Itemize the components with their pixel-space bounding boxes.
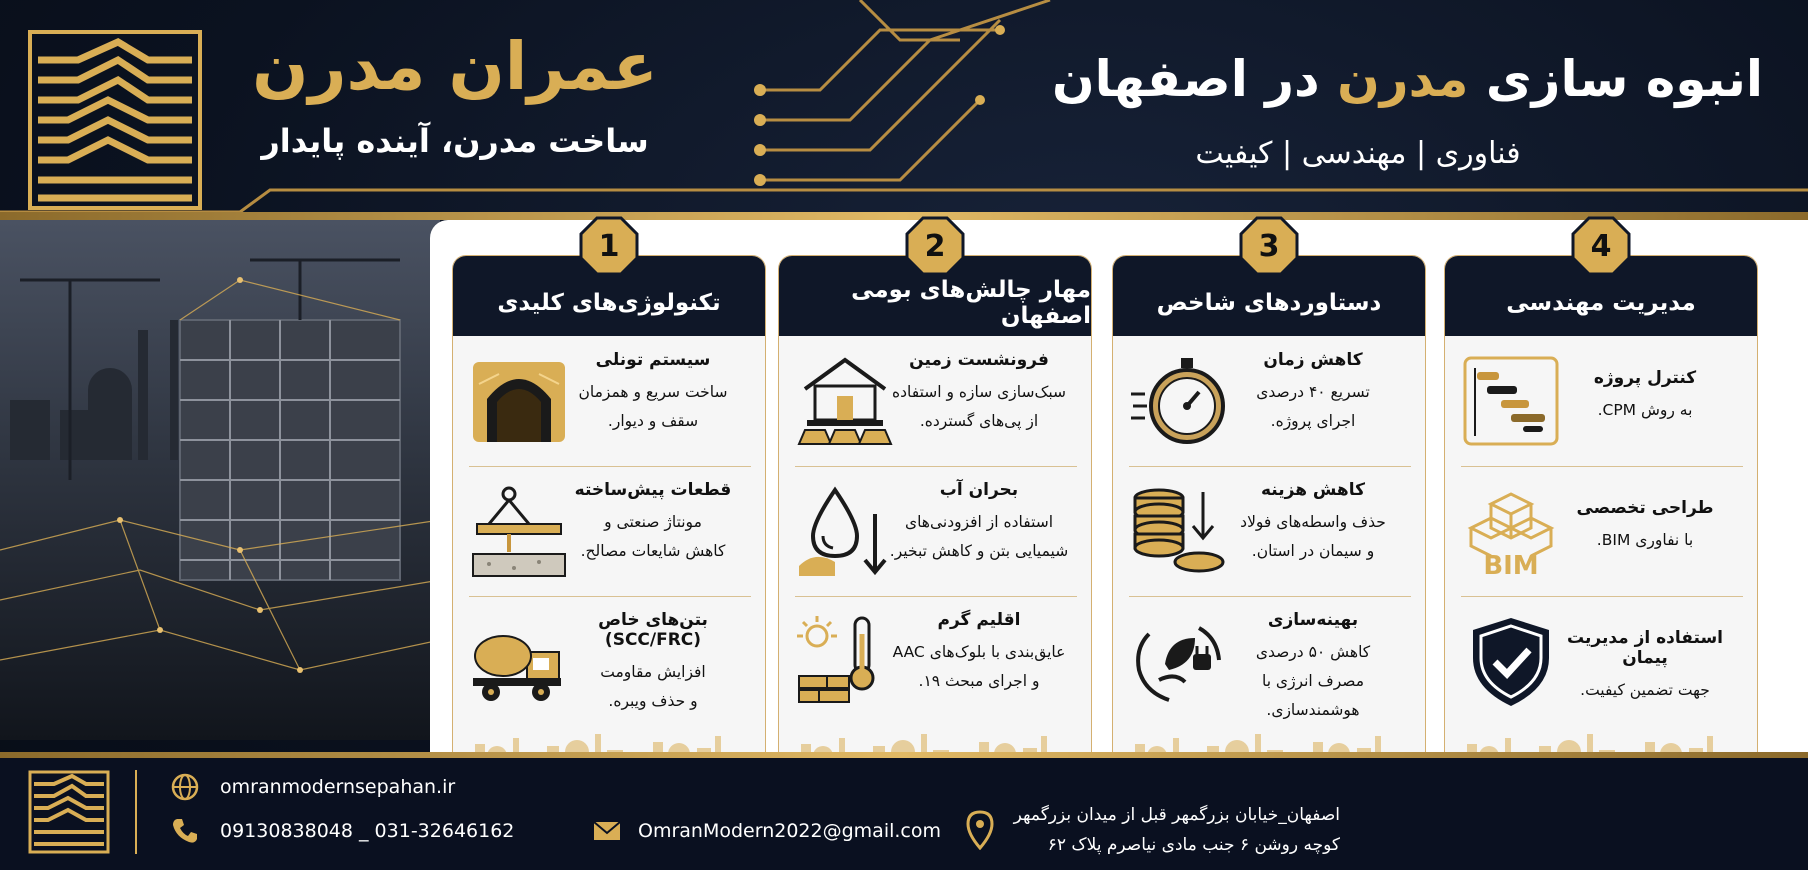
feature-item (453, 596, 766, 726)
feature-title: بتن‌های خاص (SCC/FRC) (598, 610, 708, 650)
feature-item (779, 466, 1092, 596)
feature-text (1213, 350, 1413, 436)
feature-description-line: و سیمان در استان. (1251, 542, 1375, 560)
feature-description (1213, 508, 1413, 566)
feature-description-line: سقف و دیوار. (607, 412, 699, 430)
feature-description-line: استفاده از افزودنی‌های (904, 513, 1054, 531)
feature-text (553, 350, 753, 436)
feature-description-line: حذف واسطه‌های فولاد (1240, 513, 1386, 531)
feature-description-line: و حذف ویبره. (608, 692, 698, 710)
email-link[interactable]: OmranModern2022@gmail.com (638, 820, 941, 842)
globe-icon (170, 772, 200, 802)
feature-description (1213, 638, 1413, 725)
column-card-2 (778, 255, 1092, 785)
feature-text (553, 610, 753, 716)
feature-title: فرونشست زمین (909, 350, 1049, 370)
footer (0, 758, 1808, 870)
feature-title: بحران آب (939, 480, 1019, 500)
feature-title: سیستم تونلی (595, 350, 711, 370)
feature-item (1113, 466, 1426, 596)
feature-title: استفاده از مدیریت پیمان (1567, 628, 1723, 668)
feature-description (553, 658, 753, 716)
step-badge-4 (1571, 216, 1631, 276)
address (1010, 800, 1340, 860)
feature-title: قطعات پیش‌ساخته (574, 480, 732, 500)
mail-icon (592, 816, 622, 846)
feature-description (553, 508, 753, 566)
feature-text (1213, 480, 1413, 566)
feature-item (779, 596, 1092, 726)
phone-icon (170, 816, 200, 846)
feature-item (1445, 466, 1758, 596)
footer-separator (135, 770, 137, 854)
feature-text (1213, 610, 1413, 725)
step-number: 3 (1258, 228, 1280, 264)
address-line1: اصفهان_خیابان بزرگمهر قبل از میدان بزرگمهر (1013, 805, 1340, 825)
brand-slogan: ساخت مدرن، آینده پایدار (261, 122, 649, 160)
feature-text (1545, 498, 1745, 555)
feature-title: اقلیم گرم (937, 610, 1021, 630)
column-title: مدیریت مهندسی (1445, 256, 1757, 336)
feature-description-line: کاهش شایعات مصالح. (580, 542, 726, 560)
headline (1003, 50, 1763, 108)
feature-description-line: و اجرای مبحث ۱۹. (918, 672, 1040, 690)
address-line2: کوچه روشن ۶ جنب مادی نیاصرم پلاک ۶۲ (1047, 835, 1340, 855)
feature-description-line: شیمیایی بتن و کاهش تبخیر. (889, 542, 1069, 560)
feature-description-line: از پی‌های گسترده. (919, 412, 1039, 430)
feature-description-line: مونتاژ صنعتی و (604, 513, 702, 531)
feature-item (1445, 596, 1758, 726)
headline-part3: در اصفهان (1051, 50, 1320, 108)
step-badge-3 (1239, 216, 1299, 276)
feature-description-line: سبک‌سازی سازه و استفاده (891, 383, 1066, 401)
brand-name: عمران مدرن (252, 28, 658, 105)
step-number: 1 (598, 228, 620, 264)
footer-logo-icon (28, 770, 110, 854)
column-title: دستاوردهای شاخص (1113, 256, 1425, 336)
feature-text (879, 480, 1079, 566)
column-card-1 (452, 255, 766, 785)
step-badge-1 (579, 216, 639, 276)
construction-photo (0, 220, 440, 740)
website-link[interactable]: omranmodernsepahan.ir (220, 776, 456, 798)
feature-description (879, 508, 1079, 566)
feature-title: طراحی تخصصی (1576, 498, 1714, 518)
tagline: فناوری | مهندسی | کیفیت (1195, 136, 1521, 171)
feature-text (1545, 368, 1745, 425)
feature-item (779, 336, 1092, 466)
column-card-4 (1444, 255, 1758, 785)
feature-description-line: جهت تضمین کیفیت. (1580, 681, 1710, 699)
feature-title: کاهش زمان (1263, 350, 1363, 370)
feature-text (879, 350, 1079, 436)
feature-description-line: ساخت سریع و همزمان (578, 383, 728, 401)
feature-item (1113, 596, 1426, 726)
brand-logo-icon (28, 30, 202, 210)
column-title: تکنولوژی‌های کلیدی (453, 256, 765, 336)
column-card-3 (1112, 255, 1426, 785)
feature-description (1545, 676, 1745, 705)
feature-title: کنترل پروژه (1593, 368, 1697, 388)
location-pin-icon (965, 810, 995, 850)
feature-description-line: مصرف انرژی با (1261, 672, 1365, 690)
feature-description (553, 378, 753, 436)
feature-description-line: اجرای پروژه. (1270, 412, 1356, 430)
feature-description (879, 638, 1079, 696)
step-number: 4 (1590, 228, 1612, 264)
headline-part1: انبوه سازی (1485, 50, 1763, 108)
feature-item (1113, 336, 1426, 466)
column-title: مهار چالش‌های بومی اصفهان (779, 256, 1091, 336)
feature-description-line: عایق‌بندی با بلوک‌های AAC (892, 643, 1066, 661)
svg-text:BIM: BIM (1483, 551, 1539, 579)
feature-text (553, 480, 753, 566)
feature-description (1545, 396, 1745, 425)
step-number: 2 (924, 228, 946, 264)
feature-item (453, 466, 766, 596)
construction-site-illustration (0, 220, 440, 740)
feature-item (453, 336, 766, 466)
feature-description (1545, 526, 1745, 555)
gold-band (0, 212, 1808, 220)
feature-title: کاهش هزینه (1260, 480, 1365, 500)
feature-description-line: با نفاوری BIM. (1596, 531, 1694, 549)
feature-item (1445, 336, 1758, 466)
feature-description (879, 378, 1079, 436)
feature-description-line: افزایش مقاومت (600, 663, 706, 681)
step-badge-2 (905, 216, 965, 276)
feature-description-line: تسریع ۴۰ درصدی (1256, 383, 1370, 401)
feature-description-line: به روش CPM. (1597, 401, 1693, 419)
feature-title: بهینه‌سازی (1267, 610, 1359, 630)
feature-description-line: هوشمندسازی. (1266, 701, 1360, 719)
feature-description (1213, 378, 1413, 436)
headline-part2: مدرن (1337, 50, 1469, 108)
feature-text (1545, 628, 1745, 705)
phone-numbers: 09130838048 _ 031-32646162 (220, 820, 515, 842)
feature-text (879, 610, 1079, 696)
feature-description-line: کاهش ۵۰ درصدی (1255, 643, 1371, 661)
